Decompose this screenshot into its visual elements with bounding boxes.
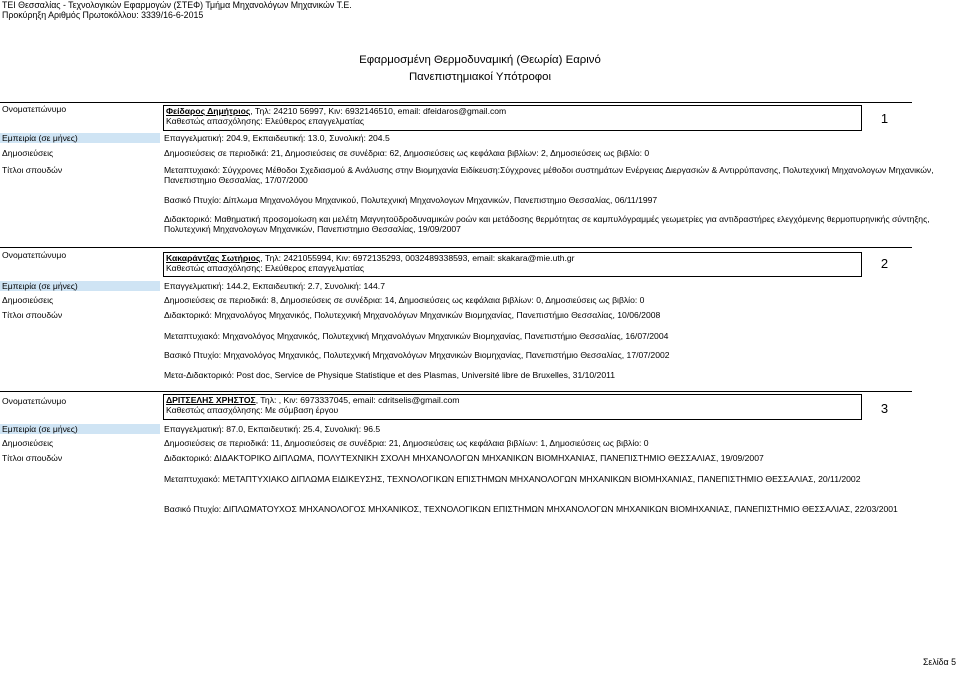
position-title: Πανεπιστημιακοί Υπότροφοι — [408, 71, 552, 83]
label-publications: Δημοσιεύσεις — [2, 148, 54, 158]
label-titles: Τίτλοι σπουδών — [2, 453, 63, 463]
separator-line — [0, 247, 912, 248]
candidate-rank: 3 — [880, 401, 889, 416]
candidate-rank: 1 — [880, 111, 889, 126]
candidate-experience: Επαγγελματική: 144.2, Εκπαιδευτική: 2.7, Συνολική: 144.7 — [164, 281, 385, 291]
degree-entry: Μεταπτυχιακό: ΜΕΤΑΠΤΥΧΙΑΚΟ ΔΙΠΛΩΜΑ ΕΙΔΙΚΕΥΣΗΣ, ΤΕΧΝΟΛΟΓΙΚΩΝ ΕΠΙΣΤΗΜΩΝ ΜΗΧΑΝΟΛΟΓΩΝ ΜΗΧΑΝΙΚΩΝ ΒΙΟΜΗΧΑΝΙΑΣ, ΠΑΝΕΠΙΣΤΗΜΙΟ ΘΕΣΣΑΛΙΑΣ, 20/11/2002 — [164, 474, 861, 484]
candidate-experience: Επαγγελματική: 87.0, Εκπαιδευτική: 25.4, Συνολική: 96.5 — [164, 424, 381, 434]
label-experience: Εμπειρία (σε μήνες) — [0, 424, 160, 434]
label-name: Ονοματεπώνυμο — [2, 104, 67, 114]
announcement-line: Προκύρηξη Αριθμός Πρωτοκόλλου: 3339/16-6-2015 — [2, 10, 204, 21]
document-header — [2, 0, 352, 21]
candidate-name-box — [163, 252, 862, 277]
degree-entry: Βασικό Πτυχίο: ΔΙΠΛΩΜΑΤΟΥΧΟΣ ΜΗΧΑΝΟΛΟΓΟΣ ΜΗΧΑΝΙΚΟΣ, ΤΕΧΝΟΛΟΓΙΚΩΝ ΕΠΙΣΤΗΜΩΝ ΜΗΧΑΝΟΛΟΓΩΝ ΜΗΧΑΝΙΚΩΝ ΒΙΟΜΗΧΑΝΙΑΣ, ΠΑΝΕΠΙΣΤΗΜΙΟ ΘΕΣΣΑΛΙΑΣ, 22/03/2001 — [164, 504, 898, 514]
separator-line — [0, 102, 912, 103]
candidate-name-box — [163, 394, 862, 420]
label-experience: Εμπειρία (σε μήνες) — [0, 133, 160, 143]
degree-entry: Βασικό Πτυχίο: Δίπλωμα Μηχανολόγου Μηχανικού, Πολυτεχνική Μηχανολογων Μηχανικών, Πανεπιστημιο Θεσσαλίας, 06/11/1997 — [164, 195, 658, 205]
degree-entry: Μεταπτυχιακό: Σύγχρονες Μέθοδοι Σχεδιασμού & Ανάλυσης στην Βιομηχανία Ειδίκευση:Σύγχρονες μέθοδοι συστημάτων Ενέργειας Διεργασιών & Αντιρρύπανσης, Πολυτεχνική Μηχανολογων Μηχανικών, Πανεπιστημιο Θεσσαλίας, 17/07/2000 — [164, 165, 934, 185]
label-experience: Εμπειρία (σε μήνες) — [0, 281, 160, 291]
candidate-contact: , Τηλ: 24210 56997, Κιν: 6932146510, email: dfeidaros@gmail.com — [250, 106, 507, 116]
candidate-contact: , Τηλ: 2421055994, Κιν: 6972135293, 0032489338593, email: skakara@mie.uth.gr — [260, 253, 575, 263]
label-publications: Δημοσιεύσεις — [2, 295, 54, 305]
candidate-publications: Δημοσιεύσεις σε περιοδικά: 11, Δημοσιεύσεις σε συνέδρια: 21, Δημοσιεύσεις ως κεφάλαια βιβλίων: 1, Δημοσιεύσεις ως βιβλίο: 0 — [164, 438, 649, 448]
label-titles: Τίτλοι σπουδών — [2, 165, 63, 175]
degree-entry: Διδακτορικό: Μαθηματική προσομοίωση και μελέτη Μαγνητοϋδροδυναμικών ροών και μετάδοσης θερμότητας σε καμπυλόγραμμές γεωμετρίες για αντιδραστήρες ελεγχόμενης θερμοπυρηνικής σύντηξης, Πολυτεχνική Μηχανολογων Μηχανικών, Πανεπιστημιο Θεσσαλίας, 19/09/2007 — [164, 214, 930, 234]
degree-entry: Διδακτορικό: Μηχανολόγος Μηχανικός, Πολυτεχνική Μηχανολόγων Μηχανικών Βιομηχανίας, Πανεπιστήμιο Θεσσαλίας, 10/06/2008 — [164, 310, 661, 320]
candidate-contact: , Τηλ: , Κιν: 6973337045, email: cdritselis@gmail.com — [255, 395, 460, 405]
candidate-name-box — [163, 105, 862, 131]
label-name: Ονοματεπώνυμο — [2, 396, 67, 406]
label-publications: Δημοσιεύσεις — [2, 438, 54, 448]
label-name: Ονοματεπώνυμο — [2, 250, 67, 260]
candidate-name: ΔΡΙΤΣΕΛΗΣ ΧΡΗΣΤΟΣ — [166, 395, 256, 405]
course-title: Εφαρμοσμένη Θερμοδυναμική (Θεωρία) Εαρινό — [359, 54, 601, 66]
candidate-experience: Επαγγελματική: 204.9, Εκπαιδευτική: 13.0, Συνολική: 204.5 — [164, 133, 390, 143]
candidate-rank: 2 — [880, 256, 889, 271]
candidate-status: Καθεστώς απασχόλησης: Ελεύθερος επαγγελματίας — [166, 262, 365, 273]
candidate-status: Καθεστώς απασχόλησης: Ελεύθερος επαγγελματίας — [166, 115, 365, 126]
degree-entry: Μεταπτυχιακό: Μηχανολόγος Μηχανικός, Πολυτεχνική Μηχανολόγων Μηχανικών Βιομηχανίας, Πανεπιστήμιο Θεσσαλίας, 16/07/2004 — [164, 331, 669, 341]
candidate-name: Κακαράντζας Σωτήριος — [166, 253, 261, 263]
separator-line — [0, 391, 912, 392]
candidate-name: Φείδαρος Δημήτριος — [166, 106, 251, 116]
candidate-publications: Δημοσιεύσεις σε περιοδικά: 8, Δημοσιεύσεις σε συνέδρια: 14, Δημοσιεύσεις ως κεφάλαια βιβλίων: 0, Δημοσιεύσεις ως βιβλίο: 0 — [164, 295, 645, 305]
institution-line: ΤΕΙ Θεσσαλίας - Τεχνολογικών Εφαρμογών (ΣΤΕΦ) Τμήμα Μηχανολόγων Μηχανικών Τ.Ε. — [2, 0, 352, 10]
page-number: Σελίδα 5 — [922, 657, 956, 667]
degree-entry: Μετα-Διδακτορικό: Post doc, Service de Physique Statistique et des Plasmas, Université libre de Bruxelles, 31/10/2011 — [164, 370, 616, 380]
degree-entry: Διδακτορικό: ΔΙΔΑΚΤΟΡΙΚΟ ΔΙΠΛΩΜΑ, ΠΟΛΥΤΕΧΝΙΚΗ ΣΧΟΛΗ ΜΗΧΑΝΟΛΟΓΩΝ ΜΗΧΑΝΙΚΩΝ ΒΙΟΜΗΧΑΝΙΑΣ, ΠΑΝΕΠΙΣΤΗΜΙΟ ΘΕΣΣΑΛΙΑΣ, 19/09/2007 — [164, 453, 764, 463]
degree-entry: Βασικό Πτυχίο: Μηχανολόγος Μηχανικός, Πολυτεχνική Μηχανολόγων Μηχανικών Βιομηχανίας, Πανεπιστήμιο Θεσσαλίας, 17/07/2002 — [164, 350, 670, 360]
label-titles: Τίτλοι σπουδών — [2, 310, 63, 320]
candidate-publications: Δημοσιεύσεις σε περιοδικά: 21, Δημοσιεύσεις σε συνέδρια: 62, Δημοσιεύσεις ως κεφάλαια βιβλίων: 2, Δημοσιεύσεις ως βιβλίο: 0 — [164, 148, 650, 158]
candidate-status: Καθεστώς απασχόλησης: Με σύμβαση έργου — [166, 404, 339, 415]
